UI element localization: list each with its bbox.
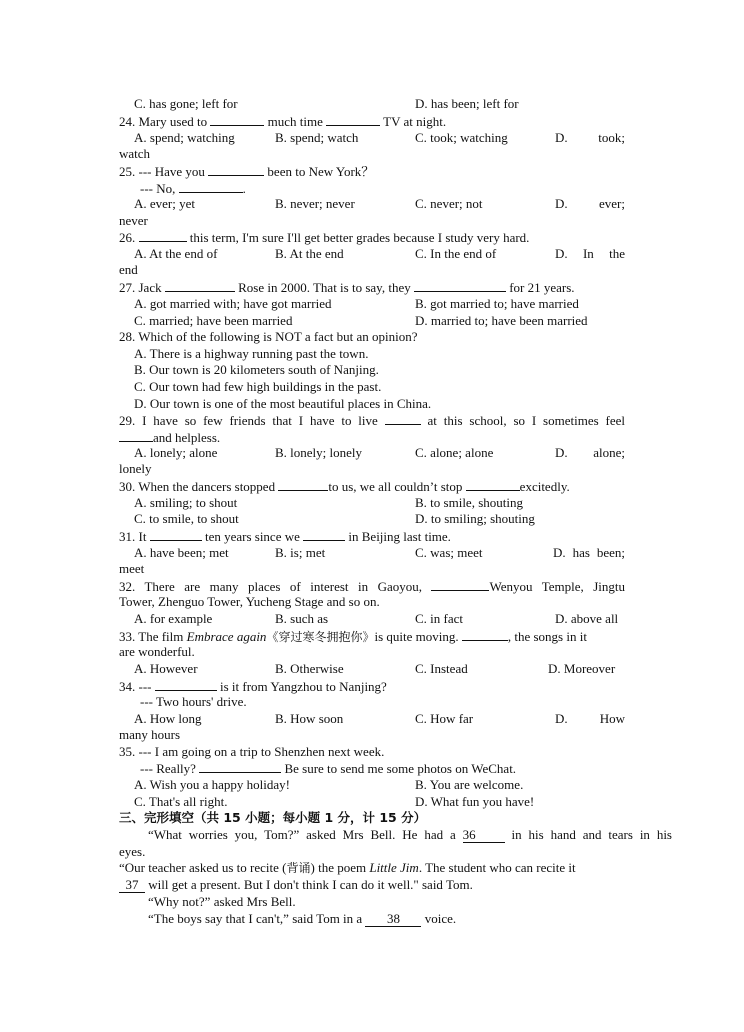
q33-option-c: C. Instead [415,661,468,676]
q30-option-d: D. to smiling; shouting [415,511,535,526]
q30-option-b: B. to smile, shouting [415,495,523,510]
q28-stem: 28. Which of the following is NOT a fact but an opinion? [119,329,418,344]
q32-stem-line2: Tower, Zhenguo Tower, Yucheng Stage and so on. [119,594,380,609]
q32-stem: 32. There are many places of interest in Gaoyou, Wenyou Temple, Jingtu [119,579,626,594]
q31-option-c: C. was; meet [415,545,483,560]
q25-option-a: A. ever; yet [134,196,196,211]
q25-option-d-part2: never [119,213,148,228]
q23-option-d: D. has been; left for [415,96,519,111]
cloze-line-4: 37 will get a present. But I don't think I can do it well." said Tom. [119,877,625,894]
q29-option-c: C. alone; alone [415,445,494,460]
q32-option-a: A. for example [134,611,213,626]
q29-option-d-part1: D. alone; [555,445,625,460]
cloze-line-1: “What worries you, Tom?” asked Mrs Bell. He had a 36 in his hand and tears in his [148,827,672,842]
q26-option-a: A. At the end of [134,246,218,261]
q26-option-d-part2: end [119,262,138,277]
q32-option-c: C. in fact [415,611,464,626]
q33-option-a: A. However [134,661,198,676]
q27-option-d: D. married to; have been married [415,313,588,328]
q28-option-d: D. Our town is one of the most beautiful places in China. [134,396,432,411]
q31-option-d-part1: D. has been; [553,545,626,560]
blank-36: 36 [463,828,505,843]
q35-stem: 35. --- I am going on a trip to Shenzhen next week. [119,744,385,759]
cloze-line-5: “Why not?” asked Mrs Bell. [148,894,296,909]
q25-option-c: C. never; not [415,196,483,211]
q35-option-a: A. Wish you a happy holiday! [134,777,290,792]
q27-option-a: A. got married with; have got married [134,296,332,311]
q29-option-a: A. lonely; alone [134,445,218,460]
q25-option-d-part1: D. ever; [555,196,625,211]
q34-option-b: B. How soon [275,711,344,726]
q26-option-c: C. In the end of [415,246,497,261]
q34-option-d-part2: many hours [119,727,181,742]
q33-stem-line2: are wonderful. [119,644,195,659]
q30-option-c: C. to smile, to shout [134,511,239,526]
q26-stem: 26. this term, I'm sure I'll get better grades because I study very hard. [119,230,530,245]
q29-stem: 29. I have so few friends that I have to live at this school, so I sometimes feel [119,413,626,428]
q31-stem: 31. It ten years since we in Beijing last time. [119,529,451,544]
q24-option-d-part1: D. took; [555,130,625,145]
q35-option-d: D. What fun you have! [415,794,535,809]
q27-option-c: C. married; have been married [134,313,293,328]
q29-stem-line2: and helpless. [119,429,625,447]
cloze-line-6: “The boys say that I can't,” said Tom in a 38 voice. [148,911,457,926]
q34-stem: 34. --- is it from Yangzhou to Nanjing? [119,679,387,694]
q34-option-c: C. How far [415,711,474,726]
q29-option-b: B. lonely; lonely [275,445,363,460]
q24-option-b: B. spend; watch [275,130,359,145]
q33-option-d: D. Moreover [548,661,616,676]
q25-stem: 25. --- Have you been to New York？ [119,164,375,179]
q28-option-b: B. Our town is 20 kilometers south of Nanjing. [134,362,379,377]
q23-option-c: C. has gone; left for [134,96,238,111]
q35-reply: --- Really? Be sure to send me some photos on WeChat. [140,761,517,776]
q34-option-a: A. How long [134,711,202,726]
q28-option-a: A. There is a highway running past the town. [134,346,369,361]
blank-37: 37 [119,878,145,893]
cloze-line-2: eyes. [119,844,146,859]
q34-option-d-part1: D. How [555,711,625,726]
section-heading: 三、完形填空（共 15 小题；每小题 1 分，计 15 分） [119,810,427,825]
q31-option-d-part2: meet [119,561,145,576]
q35-option-b: B. You are welcome. [415,777,524,792]
q28-option-c: C. Our town had few high buildings in the past. [134,379,382,394]
q32-option-d: D. above all [555,611,619,626]
q31-option-a: A. have been; met [134,545,229,560]
q25-reply: --- No, . [140,181,246,196]
q27-option-b: B. got married to; have married [415,296,579,311]
q25-option-b: B. never; never [275,196,355,211]
q24-option-d-part2: watch [119,146,151,161]
q26-option-b: B. At the end [275,246,344,261]
q27-stem: 27. Jack Rose in 2000. That is to say, they for 21 years. [119,280,575,295]
q24-option-a: A. spend; watching [134,130,235,145]
q34-reply: --- Two hours' drive. [140,694,247,709]
q33-stem: 33. The film Embrace again《穿过寒冬拥抱你》is quite moving. , the songs in it [119,629,587,644]
q24-option-c: C. took; watching [415,130,508,145]
q31-option-b: B. is; met [275,545,326,560]
q32-option-b: B. such as [275,611,329,626]
q30-stem: 30. When the dancers stopped to us, we all couldn’t stop excitedly. [119,479,570,494]
q30-option-a: A. smiling; to shout [134,495,238,510]
blank-38: 38 [365,912,421,927]
q29-option-d-part2: lonely [119,461,152,476]
q24-stem: 24. Mary used to much time TV at night. [119,114,447,129]
q35-option-c: C. That's all right. [134,794,228,809]
q26-option-d-part1: D. In the [555,246,625,261]
q33-option-b: B. Otherwise [275,661,344,676]
cloze-line-3: “Our teacher asked us to recite (背诵) the poem Little Jim. The student who can recite it [119,860,576,875]
